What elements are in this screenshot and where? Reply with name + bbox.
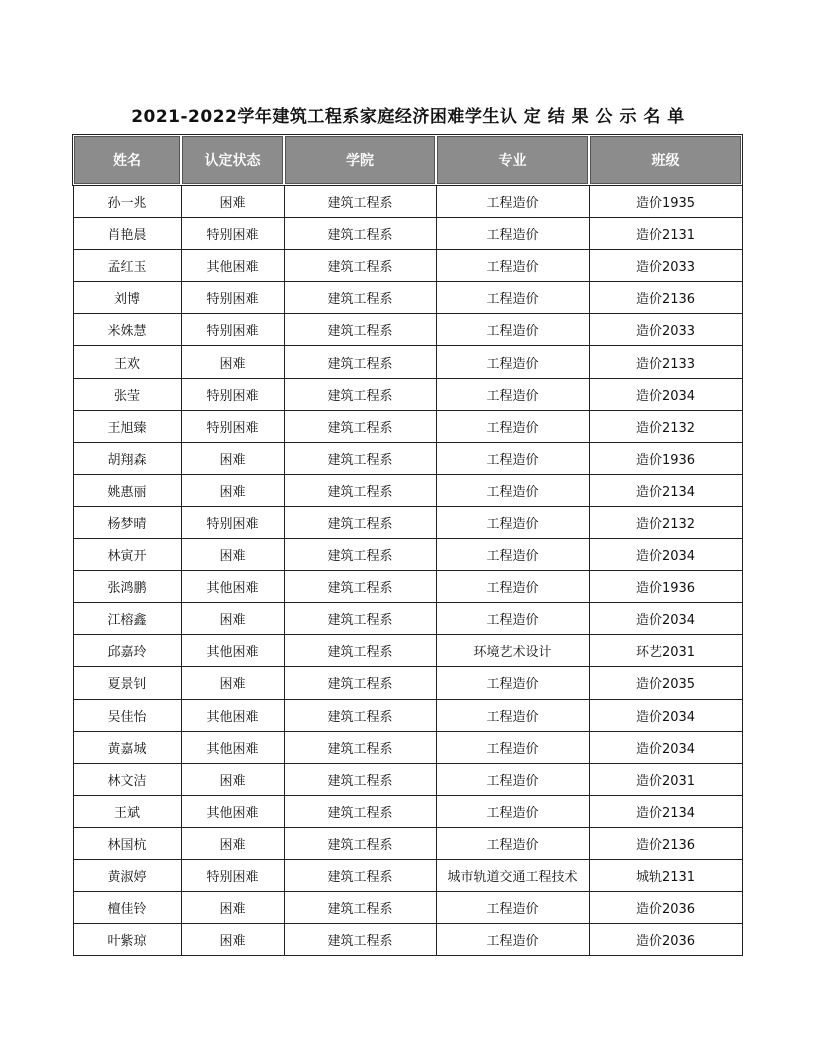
cell-class: 造价2034 (589, 731, 742, 763)
cell-name: 王旭臻 (73, 410, 181, 442)
cell-name: 王斌 (73, 795, 181, 827)
cell-name: 王欢 (73, 346, 181, 378)
column-header-college: 学院 (284, 135, 436, 185)
cell-college: 建筑工程系 (284, 346, 436, 378)
cell-college: 建筑工程系 (284, 282, 436, 314)
cell-college: 建筑工程系 (284, 571, 436, 603)
cell-major: 工程造价 (436, 731, 589, 763)
cell-name: 林国杭 (73, 827, 181, 859)
cell-class: 造价2133 (589, 346, 742, 378)
cell-status: 其他困难 (181, 795, 284, 827)
cell-college: 建筑工程系 (284, 378, 436, 410)
cell-name: 孟红玉 (73, 250, 181, 282)
cell-major: 工程造价 (436, 924, 589, 956)
cell-class: 造价1936 (589, 571, 742, 603)
table-row (73, 667, 742, 699)
table-row (73, 763, 742, 795)
table-row (73, 218, 742, 250)
table-row (73, 539, 742, 571)
cell-major: 工程造价 (436, 314, 589, 346)
cell-major: 工程造价 (436, 218, 589, 250)
cell-college: 建筑工程系 (284, 474, 436, 506)
table-row (73, 603, 742, 635)
cell-status: 困难 (181, 892, 284, 924)
cell-class: 造价2131 (589, 218, 742, 250)
table-row (73, 442, 742, 474)
cell-status: 特别困难 (181, 314, 284, 346)
table-row (73, 827, 742, 859)
cell-status: 特别困难 (181, 282, 284, 314)
cell-name: 林寅开 (73, 539, 181, 571)
result-table (72, 134, 743, 956)
cell-college: 建筑工程系 (284, 699, 436, 731)
cell-major: 工程造价 (436, 892, 589, 924)
cell-college: 建筑工程系 (284, 539, 436, 571)
cell-class: 造价2035 (589, 667, 742, 699)
cell-name: 张莹 (73, 378, 181, 410)
cell-name: 姚惠丽 (73, 474, 181, 506)
cell-name: 肖艳晨 (73, 218, 181, 250)
table-row (73, 185, 742, 218)
table-row (73, 410, 742, 442)
cell-class: 造价2036 (589, 924, 742, 956)
cell-major: 工程造价 (436, 282, 589, 314)
cell-class: 造价2034 (589, 378, 742, 410)
cell-name: 江榕鑫 (73, 603, 181, 635)
cell-name: 吴佳怡 (73, 699, 181, 731)
cell-college: 建筑工程系 (284, 506, 436, 538)
cell-class: 环艺2031 (589, 635, 742, 667)
cell-class: 造价2136 (589, 282, 742, 314)
cell-status: 困难 (181, 924, 284, 956)
cell-major: 工程造价 (436, 539, 589, 571)
cell-status: 困难 (181, 474, 284, 506)
cell-major: 环境艺术设计 (436, 635, 589, 667)
cell-status: 特别困难 (181, 410, 284, 442)
cell-name: 黄嘉城 (73, 731, 181, 763)
cell-name: 孙一兆 (73, 185, 181, 218)
cell-status: 特别困难 (181, 506, 284, 538)
cell-class: 造价2034 (589, 699, 742, 731)
cell-major: 工程造价 (436, 378, 589, 410)
cell-status: 特别困难 (181, 378, 284, 410)
cell-major: 工程造价 (436, 667, 589, 699)
cell-status: 困难 (181, 603, 284, 635)
cell-college: 建筑工程系 (284, 314, 436, 346)
cell-major: 工程造价 (436, 346, 589, 378)
cell-major: 工程造价 (436, 603, 589, 635)
cell-major: 城市轨道交通工程技术 (436, 859, 589, 891)
table-body (73, 185, 742, 956)
table-row (73, 346, 742, 378)
cell-status: 困难 (181, 539, 284, 571)
cell-name: 杨梦晴 (73, 506, 181, 538)
cell-major: 工程造价 (436, 410, 589, 442)
cell-status: 困难 (181, 763, 284, 795)
table-row (73, 571, 742, 603)
cell-college: 建筑工程系 (284, 603, 436, 635)
cell-status: 其他困难 (181, 571, 284, 603)
table-row (73, 892, 742, 924)
cell-status: 特别困难 (181, 859, 284, 891)
cell-college: 建筑工程系 (284, 892, 436, 924)
table-row (73, 795, 742, 827)
cell-status: 困难 (181, 185, 284, 218)
cell-college: 建筑工程系 (284, 924, 436, 956)
cell-major: 工程造价 (436, 185, 589, 218)
cell-class: 造价2132 (589, 506, 742, 538)
cell-class: 造价2036 (589, 892, 742, 924)
cell-status: 其他困难 (181, 731, 284, 763)
cell-class: 造价2033 (589, 250, 742, 282)
cell-class: 造价2136 (589, 827, 742, 859)
table-row (73, 699, 742, 731)
table-row (73, 924, 742, 956)
table-row (73, 731, 742, 763)
cell-class: 造价2031 (589, 763, 742, 795)
cell-college: 建筑工程系 (284, 795, 436, 827)
table-header-row (73, 135, 742, 185)
cell-college: 建筑工程系 (284, 185, 436, 218)
table-row (73, 506, 742, 538)
cell-class: 造价1935 (589, 185, 742, 218)
cell-major: 工程造价 (436, 699, 589, 731)
cell-college: 建筑工程系 (284, 827, 436, 859)
cell-college: 建筑工程系 (284, 763, 436, 795)
cell-major: 工程造价 (436, 506, 589, 538)
cell-status: 其他困难 (181, 250, 284, 282)
cell-class: 造价2134 (589, 474, 742, 506)
cell-class: 城轨2131 (589, 859, 742, 891)
cell-major: 工程造价 (436, 442, 589, 474)
cell-status: 其他困难 (181, 699, 284, 731)
cell-status: 困难 (181, 442, 284, 474)
cell-name: 张鸿鹏 (73, 571, 181, 603)
cell-name: 胡翔森 (73, 442, 181, 474)
table-row (73, 378, 742, 410)
cell-major: 工程造价 (436, 474, 589, 506)
cell-name: 邱嘉玲 (73, 635, 181, 667)
table-row (73, 474, 742, 506)
cell-class: 造价2033 (589, 314, 742, 346)
cell-major: 工程造价 (436, 763, 589, 795)
column-header-major: 专业 (436, 135, 589, 185)
column-header-name: 姓名 (73, 135, 181, 185)
cell-major: 工程造价 (436, 795, 589, 827)
table-row (73, 250, 742, 282)
cell-name: 林文洁 (73, 763, 181, 795)
table-row (73, 282, 742, 314)
cell-major: 工程造价 (436, 571, 589, 603)
cell-class: 造价1936 (589, 442, 742, 474)
cell-status: 其他困难 (181, 635, 284, 667)
cell-major: 工程造价 (436, 250, 589, 282)
cell-status: 困难 (181, 667, 284, 699)
cell-college: 建筑工程系 (284, 442, 436, 474)
column-header-status: 认定状态 (181, 135, 284, 185)
cell-name: 黄淑婷 (73, 859, 181, 891)
cell-college: 建筑工程系 (284, 410, 436, 442)
cell-status: 困难 (181, 827, 284, 859)
column-header-class: 班级 (589, 135, 742, 185)
table-row (73, 859, 742, 891)
cell-name: 叶紫琼 (73, 924, 181, 956)
cell-college: 建筑工程系 (284, 250, 436, 282)
cell-class: 造价2034 (589, 603, 742, 635)
cell-college: 建筑工程系 (284, 859, 436, 891)
cell-class: 造价2132 (589, 410, 742, 442)
cell-college: 建筑工程系 (284, 731, 436, 763)
table-row (73, 635, 742, 667)
cell-major: 工程造价 (436, 827, 589, 859)
table-row (73, 314, 742, 346)
cell-class: 造价2034 (589, 539, 742, 571)
document-title: 2021-2022学年建筑工程系家庭经济困难学生认 定 结 果 公 示 名 单 (131, 107, 685, 127)
cell-college: 建筑工程系 (284, 635, 436, 667)
cell-college: 建筑工程系 (284, 667, 436, 699)
cell-status: 特别困难 (181, 218, 284, 250)
cell-class: 造价2134 (589, 795, 742, 827)
cell-name: 米姝慧 (73, 314, 181, 346)
cell-name: 夏景钊 (73, 667, 181, 699)
cell-college: 建筑工程系 (284, 218, 436, 250)
cell-name: 檀佳铃 (73, 892, 181, 924)
cell-name: 刘博 (73, 282, 181, 314)
cell-status: 困难 (181, 346, 284, 378)
